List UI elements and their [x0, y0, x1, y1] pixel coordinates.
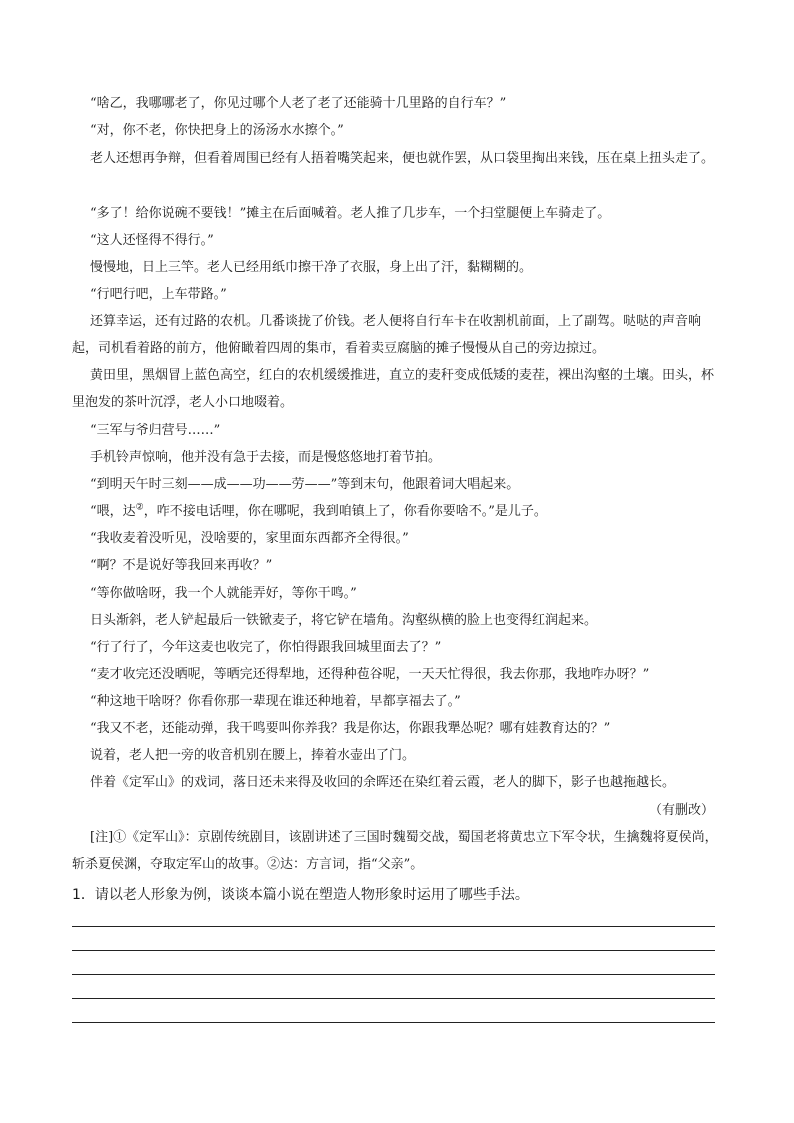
- paragraph: 还算幸运，还有过路的农机。几番谈拢了价钱。老人便将自行车卡在收割机前面，上了副驾。哒哒的声音响起，司机看着路的前方，他俯瞰着四周的集市，看着卖豆腐脑的摊子慢慢从自己的旁边掠过。: [72, 314, 702, 356]
- paragraph-text: “喂，达: [90, 504, 136, 519]
- paragraph: 说着，老人把一旁的收音机别在腰上，捧着水壶出了门。: [90, 748, 416, 763]
- question-1: 1．请以老人形象为例，谈谈本篇小说在塑造人物形象时运用了哪些手法。: [72, 887, 529, 903]
- paragraph: 黄田里，黑烟冒上蓝色高空，红白的农机缓缓推进，直立的麦秆变成低矮的麦茬，裸出沟壑的土壤。田头，杯里泡发的茶叶沉浮，老人小口地啜着。: [72, 368, 715, 410]
- paragraph: “行吧行吧，上车带路。”: [90, 287, 227, 302]
- footnote: [注]①《定军山》：京剧传统剧目，该剧讲述了三国时魏蜀交战，蜀国老将黄忠立下军令状，生擒魏将夏侯尚，斩杀夏侯渊，夺取定军山的故事。②达：方言词，指“父亲”。: [72, 830, 718, 872]
- paragraph: “到明天午时三刻——成——功——劳——”等到末句，他跟着词大唱起来。: [90, 477, 520, 492]
- paragraph: “多了！给你说碗不要钱！”摊主在后面喊着。老人推了几步车，一个扫堂腿便上车骑走了。: [90, 206, 611, 221]
- paragraph-text: ，咋不接电话哩，你在哪呢，我到咱镇上了，你看你要啥不。”是儿子。: [143, 504, 547, 519]
- paragraph: “啊？不是说好等我回来再收？”: [90, 558, 273, 573]
- paragraph: [90, 498, 730, 525]
- answer-line[interactable]: [72, 974, 715, 975]
- answer-line[interactable]: [72, 926, 715, 927]
- paragraph: “三军与爷归营号……”: [90, 423, 221, 438]
- paragraph: “种这地干啥呀？你看你那一辈现在谁还种地着，早都享福去了。”: [90, 694, 461, 709]
- paragraph: “我又不老，还能动弹，我干鸣要叫你养我？我是你达，你跟我犟怂呢？哪有娃教育达的？”: [90, 721, 611, 736]
- paragraph: 手机铃声惊响，他并没有急于去接，而是慢悠悠地打着节拍。: [90, 450, 442, 465]
- paragraph: 慢慢地，日上三竿。老人已经用纸巾擦干净了衣服，身上出了汗，黏糊糊的。: [90, 260, 533, 275]
- paragraph: 日头渐斜，老人铲起最后一铁锨麦子，将它铲在墙角。沟壑纵横的脸上也变得红润起来。: [90, 613, 598, 628]
- paragraph: “我收麦着没听见，没啥要的，家里面东西都齐全得很。”: [90, 531, 409, 546]
- footnote-marker: ②: [135, 502, 144, 513]
- paragraph: “行了行了，今年这麦也收完了，你怕得跟我回城里面去了？”: [90, 640, 442, 655]
- answer-line[interactable]: [72, 998, 715, 999]
- paragraph: “啥乙，我哪哪老了，你见过哪个人老了老了还能骑十几里路的自行车？”: [90, 96, 507, 111]
- answer-line[interactable]: [72, 950, 715, 951]
- paragraph: 伴着《定军山》的戏词，落日还未来得及收回的余晖还在染红着云霞，老人的脚下，影子也越拖越长。: [90, 775, 676, 790]
- paragraph: “麦才收完还没晒呢，等晒完还得犁地，还得种苞谷呢，一天天忙得很，我去你那，我地咋办呀？”: [90, 667, 650, 682]
- paragraph: “对，你不老，你快把身上的汤汤水水擦个。”: [90, 123, 344, 138]
- source-note: （有删改）: [648, 803, 714, 818]
- paragraph: 老人还想再争辩，但看着周围已经有人捂着嘴笑起来，便也就作罢，从口袋里掏出来钱，压在桌上扭头走了。: [90, 151, 715, 166]
- paragraph: “等你做啥呀，我一个人就能弄好，等你干鸣。”: [90, 586, 357, 601]
- answer-line[interactable]: [72, 1022, 715, 1023]
- paragraph: “这人还怪得不得行。”: [90, 233, 214, 248]
